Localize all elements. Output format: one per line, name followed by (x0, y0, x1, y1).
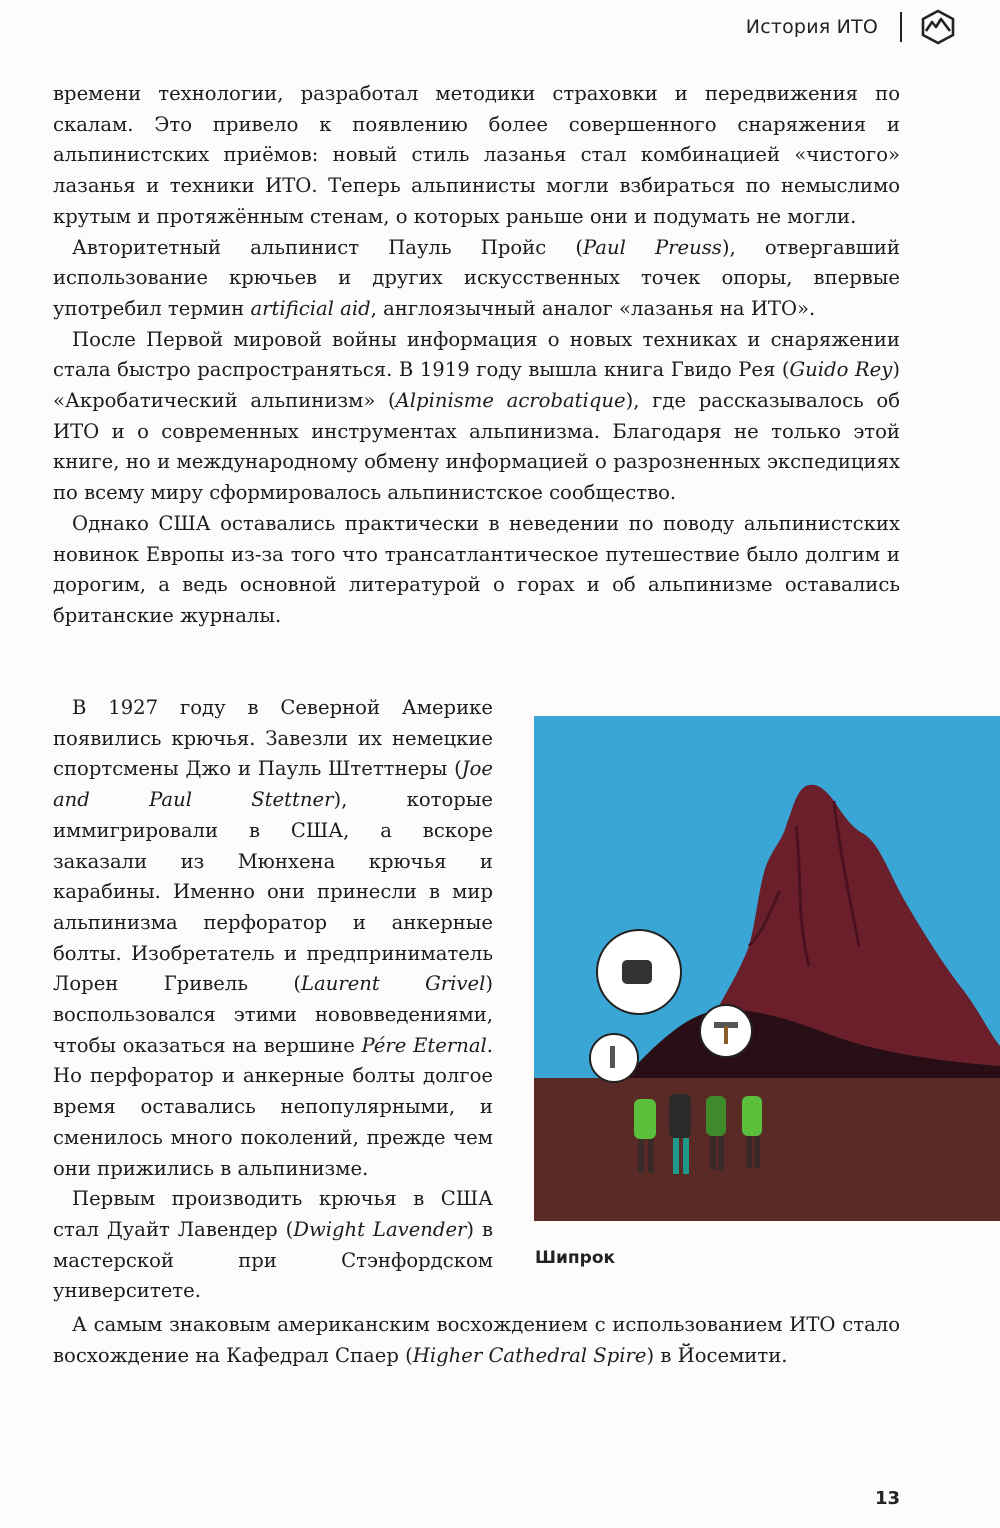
italic-term: artificial aid (250, 296, 371, 320)
text-run: ) «Акробатический альпинизм» ( (53, 358, 900, 413)
text-run: времени технологии, разработал методики страховки и передвижения по скалам. Это привело к появлению более совершенного снаряжения и альпинистских приёмов: новый стиль лазанья стал комбинацией «чистого» лазанья и техники ИТО. Теперь альпинисты могли взбираться по немыслимо крутым и протяжённым стенам, о которых раньше они и подумать не могли. (53, 82, 900, 228)
italic-term: Dwight Lavender (293, 1217, 467, 1241)
text-run: ) в Йосемити. (646, 1343, 788, 1367)
mountain-logo-icon (920, 9, 956, 45)
italic-term: Higher Cathedral Spire (412, 1343, 647, 1367)
text-run: ) воспользовался этими нововведениями, чтобы оказаться на вершине (53, 972, 494, 1057)
ground (534, 1078, 1000, 1221)
text-run: , англоязычный аналог «лазанья на ИТО». (370, 296, 816, 320)
paragraph (53, 325, 900, 509)
body-text-column (53, 693, 493, 1307)
italic-term: Alpinisme acrobatique (395, 389, 626, 413)
paragraph (53, 1310, 900, 1371)
paragraph (53, 509, 900, 632)
body-text-top (53, 79, 900, 632)
text-run: . Но перфоратор и анкерные болты долгое время оставались непопулярными, и сменилось много поколений, прежде чем они прижились в альпинизме. (53, 1033, 494, 1180)
page-number: 13 (874, 1488, 900, 1509)
italic-term: Joe and Paul Stettner (53, 757, 493, 812)
text-run: ), где рассказывалось об ИТО и о современных инструментах альпинизма. Благодаря не только этой книге, но и международному обмену информацией о разрозненных экспедициях по всему миру сформировалось альпинистское сообщество. (53, 389, 900, 505)
running-header (746, 10, 956, 44)
body-text-bottom (53, 1310, 900, 1371)
text-run: Авторитетный альпинист Пауль Пройс ( (72, 235, 583, 259)
text-run: В 1927 году в Северной Америке появились крючья. Завезли их немецкие спортсмены Джо и Пауль Штеттнеры ( (53, 696, 493, 781)
figure-caption: Шипрок (535, 1248, 616, 1268)
text-run: После Первой мировой войны информация о новых техниках и снаряжении стала быстро распространяться. В 1919 году вышла книга Гвидо Рея ( (53, 327, 900, 382)
bolt-icon (610, 1046, 615, 1068)
paragraph (53, 693, 493, 1184)
italic-term: Laurent Grivel (301, 972, 486, 996)
header-divider (900, 12, 902, 42)
text-run: ), которые иммигрировали в США, а вскоре заказали из Мюнхена крючья и карабины. Именно они принесли в мир альпинизма перфоратор и анкерные болты. Изобретатель и предприниматель Лорен Гривель ( (53, 788, 493, 996)
text-run: А самым знаковым американским восхождением с использованием ИТО стало восхождение на Кафедрал Спаер ( (53, 1313, 900, 1367)
italic-term: Paul Preuss (582, 235, 722, 259)
paragraph (53, 233, 900, 325)
shiprock-illustration (534, 716, 1000, 1221)
text-run: Первым производить крючья в США стал Дуайт Лавендер ( (53, 1187, 493, 1241)
illustration-canvas (534, 716, 1000, 1221)
drill-icon (622, 960, 652, 984)
hammer-handle (724, 1026, 728, 1044)
text-run: ) в мастерской при Стэнфордском университете. (53, 1217, 493, 1303)
italic-term: Guido Rey (789, 358, 893, 382)
italic-term: Pére Eternal (361, 1033, 487, 1057)
text-run: Однако США оставались практически в неведении по поводу альпинистских новинок Европы из-за того что трансатлантическое путешествие было долгим и дорогим, а ведь основной литературой о горах и об альпинизме оставались британские журналы. (53, 511, 900, 627)
chapter-title: История ИТО (745, 16, 878, 38)
text-run: ), отвергавший использование крючьев и других искусственных точек опоры, впервые употребил термин (53, 235, 900, 320)
paragraph (53, 79, 900, 233)
paragraph (53, 1184, 493, 1307)
